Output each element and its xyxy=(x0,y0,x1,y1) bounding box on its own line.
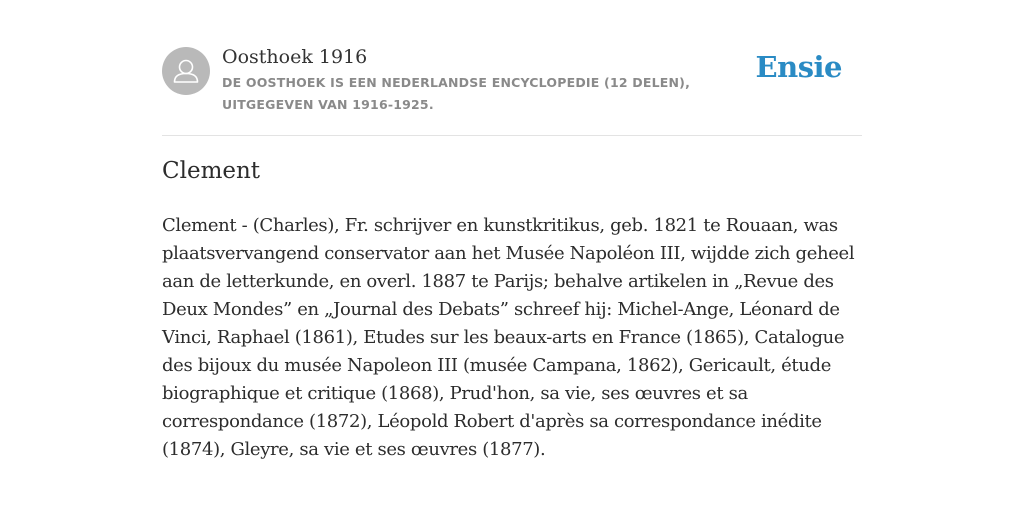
entry-body: Clement - (Charles), Fr. schrijver en kunstkritikus, geb. 1821 te Rouaan, was plaatsvervangend conservator aan het Musée Napoléon III, wijdde zich geheel aan de letterkunde, en overl. 1887 te Parijs; behalve artikelen in „Revue des Deux Mondes” en „Journal des Debats” schreef hij: Michel-Ange, Léonard de Vinci, Raphael (1861), Etudes sur les beaux-arts en France (1865), Catalogue des bijoux du musée Napoleon III (musée Campana, 1862), Gericault, étude biographique et critique (1868), Prud'hon, sa vie, ses œuvres et sa correspondance (1872), Léopold Robert d'après sa correspondance inédite (1874), Gleyre, sa vie et ses œuvres (1877). xyxy=(162,215,855,460)
source-title[interactable]: Oosthoek 1916 xyxy=(222,46,368,68)
source-header xyxy=(162,44,862,124)
source-description: DE OOSTHOEK IS EEN NEDERLANDSE ENCYCLOPEDIE (12 DELEN), UITGEGEVEN VAN 1916-1925. xyxy=(222,75,691,112)
user-avatar-icon[interactable] xyxy=(162,47,210,95)
ensie-logo[interactable]: Ensie xyxy=(755,50,842,84)
entry-title: Clement xyxy=(162,158,261,184)
divider xyxy=(162,135,862,136)
